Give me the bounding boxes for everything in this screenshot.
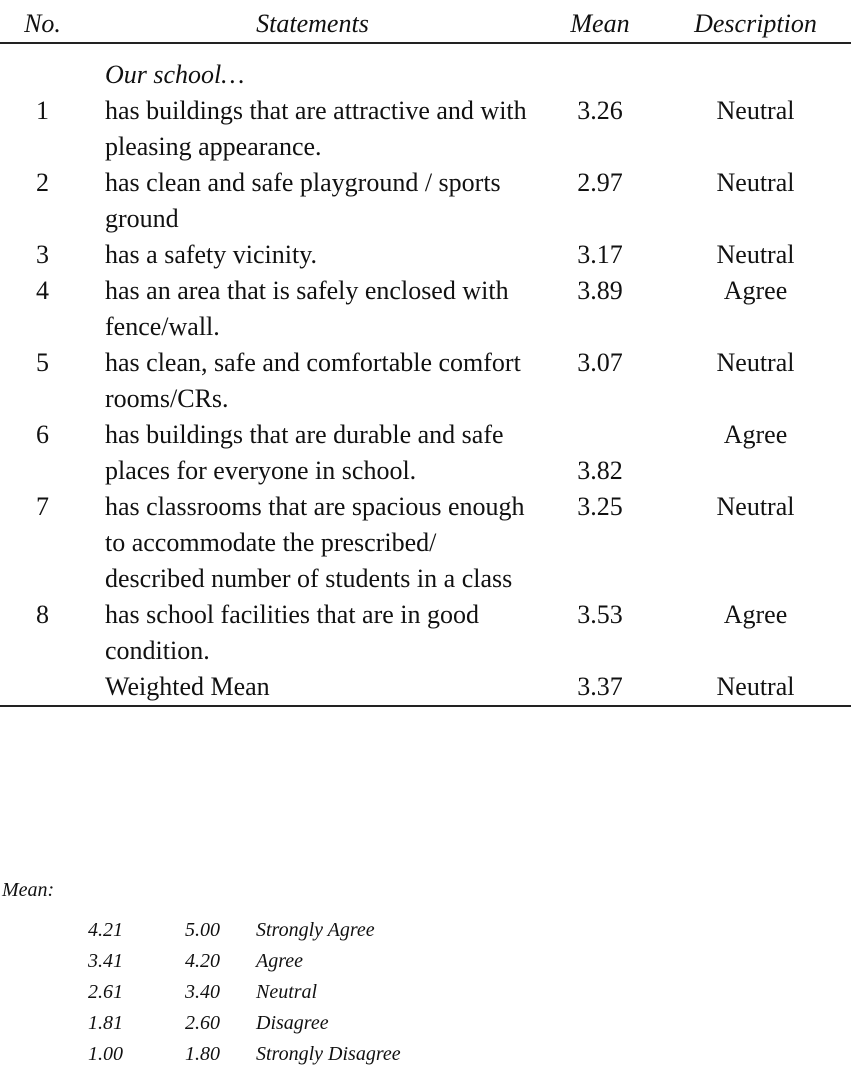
legend-label: Disagree xyxy=(256,1012,329,1034)
legend-max: 3.40 xyxy=(185,981,220,1003)
row-no: 4 xyxy=(36,276,49,305)
weighted-mean-value: 3.37 xyxy=(577,672,623,701)
legend-min: 3.41 xyxy=(88,950,123,972)
header-description: Description xyxy=(694,9,817,38)
row-description: Neutral xyxy=(716,348,795,377)
intro-text: Our school… xyxy=(105,60,245,89)
legend-row xyxy=(0,977,500,1008)
row-mean: 3.07 xyxy=(577,348,623,377)
row-statement: has buildings that are attractive and with pleasing appearance. xyxy=(105,96,527,161)
legend-row xyxy=(0,946,500,977)
row-no: 3 xyxy=(36,240,49,269)
legend-max: 1.80 xyxy=(185,1043,220,1065)
row-description: Agree xyxy=(723,600,788,629)
row-mean: 3.26 xyxy=(577,96,623,125)
legend-min: 4.21 xyxy=(88,919,123,941)
row-no: 2 xyxy=(36,168,49,197)
weighted-mean-row xyxy=(0,669,851,705)
row-description: Neutral xyxy=(716,96,795,125)
table-header xyxy=(0,6,851,44)
row-no: 6 xyxy=(36,420,49,449)
row-statement: has an area that is safely enclosed with fence/wall. xyxy=(105,276,509,341)
legend-label: Neutral xyxy=(256,981,318,1003)
row-mean: 3.53 xyxy=(577,600,623,629)
header-no: No. xyxy=(24,9,61,38)
row-no: 7 xyxy=(36,492,49,521)
table-row xyxy=(0,273,851,345)
table-row xyxy=(0,489,851,597)
legend-max: 2.60 xyxy=(185,1012,220,1034)
legend-min: 1.00 xyxy=(88,1043,123,1065)
table-row xyxy=(0,597,851,669)
table-row xyxy=(0,237,851,273)
legend-max: 5.00 xyxy=(185,919,220,941)
row-mean: 3.25 xyxy=(577,492,623,521)
weighted-mean-description: Neutral xyxy=(716,672,795,701)
row-description: Neutral xyxy=(716,492,795,521)
table-row xyxy=(0,345,851,417)
row-mean: 3.89 xyxy=(577,276,623,305)
row-mean: 3.17 xyxy=(577,240,623,269)
row-statement: has clean and safe playground / sports ground xyxy=(105,168,501,233)
row-mean: 3.82 xyxy=(577,456,623,485)
table-body xyxy=(0,57,851,707)
legend-label: Strongly Disagree xyxy=(256,1043,401,1065)
row-description: Agree xyxy=(723,276,788,305)
row-mean: 2.97 xyxy=(577,168,623,197)
row-statement: has clean, safe and comfortable comfort rooms/CRs. xyxy=(105,348,521,413)
row-no: 1 xyxy=(36,96,49,125)
legend-min: 2.61 xyxy=(88,981,123,1003)
row-statement: has classrooms that are spacious enough to accommodate the prescribed/ described number of students in a class xyxy=(105,492,525,593)
legend-max: 4.20 xyxy=(185,950,220,972)
row-description: Neutral xyxy=(716,168,795,197)
intro-row xyxy=(0,57,851,93)
row-no: 5 xyxy=(36,348,49,377)
legend-label: Strongly Agree xyxy=(256,919,375,941)
row-statement: has school facilities that are in good condition. xyxy=(105,600,480,665)
legend-row xyxy=(0,915,500,946)
table-row xyxy=(0,93,851,165)
legend-label: Agree xyxy=(256,950,304,972)
legend-row xyxy=(0,1039,500,1070)
row-description: Agree xyxy=(723,420,788,449)
legend-row xyxy=(0,1008,500,1039)
row-statement: has buildings that are durable and safe places for everyone in school. xyxy=(105,420,504,485)
header-mean: Mean xyxy=(570,9,630,38)
row-statement: has a safety vicinity. xyxy=(105,240,318,269)
table-row xyxy=(0,165,851,237)
legend-title: Mean: xyxy=(2,879,55,901)
legend-min: 1.81 xyxy=(88,1012,123,1034)
header-statements: Statements xyxy=(256,9,369,38)
weighted-mean-label: Weighted Mean xyxy=(105,672,270,701)
table-row xyxy=(0,417,851,489)
row-description: Neutral xyxy=(716,240,795,269)
row-no: 8 xyxy=(36,600,49,629)
